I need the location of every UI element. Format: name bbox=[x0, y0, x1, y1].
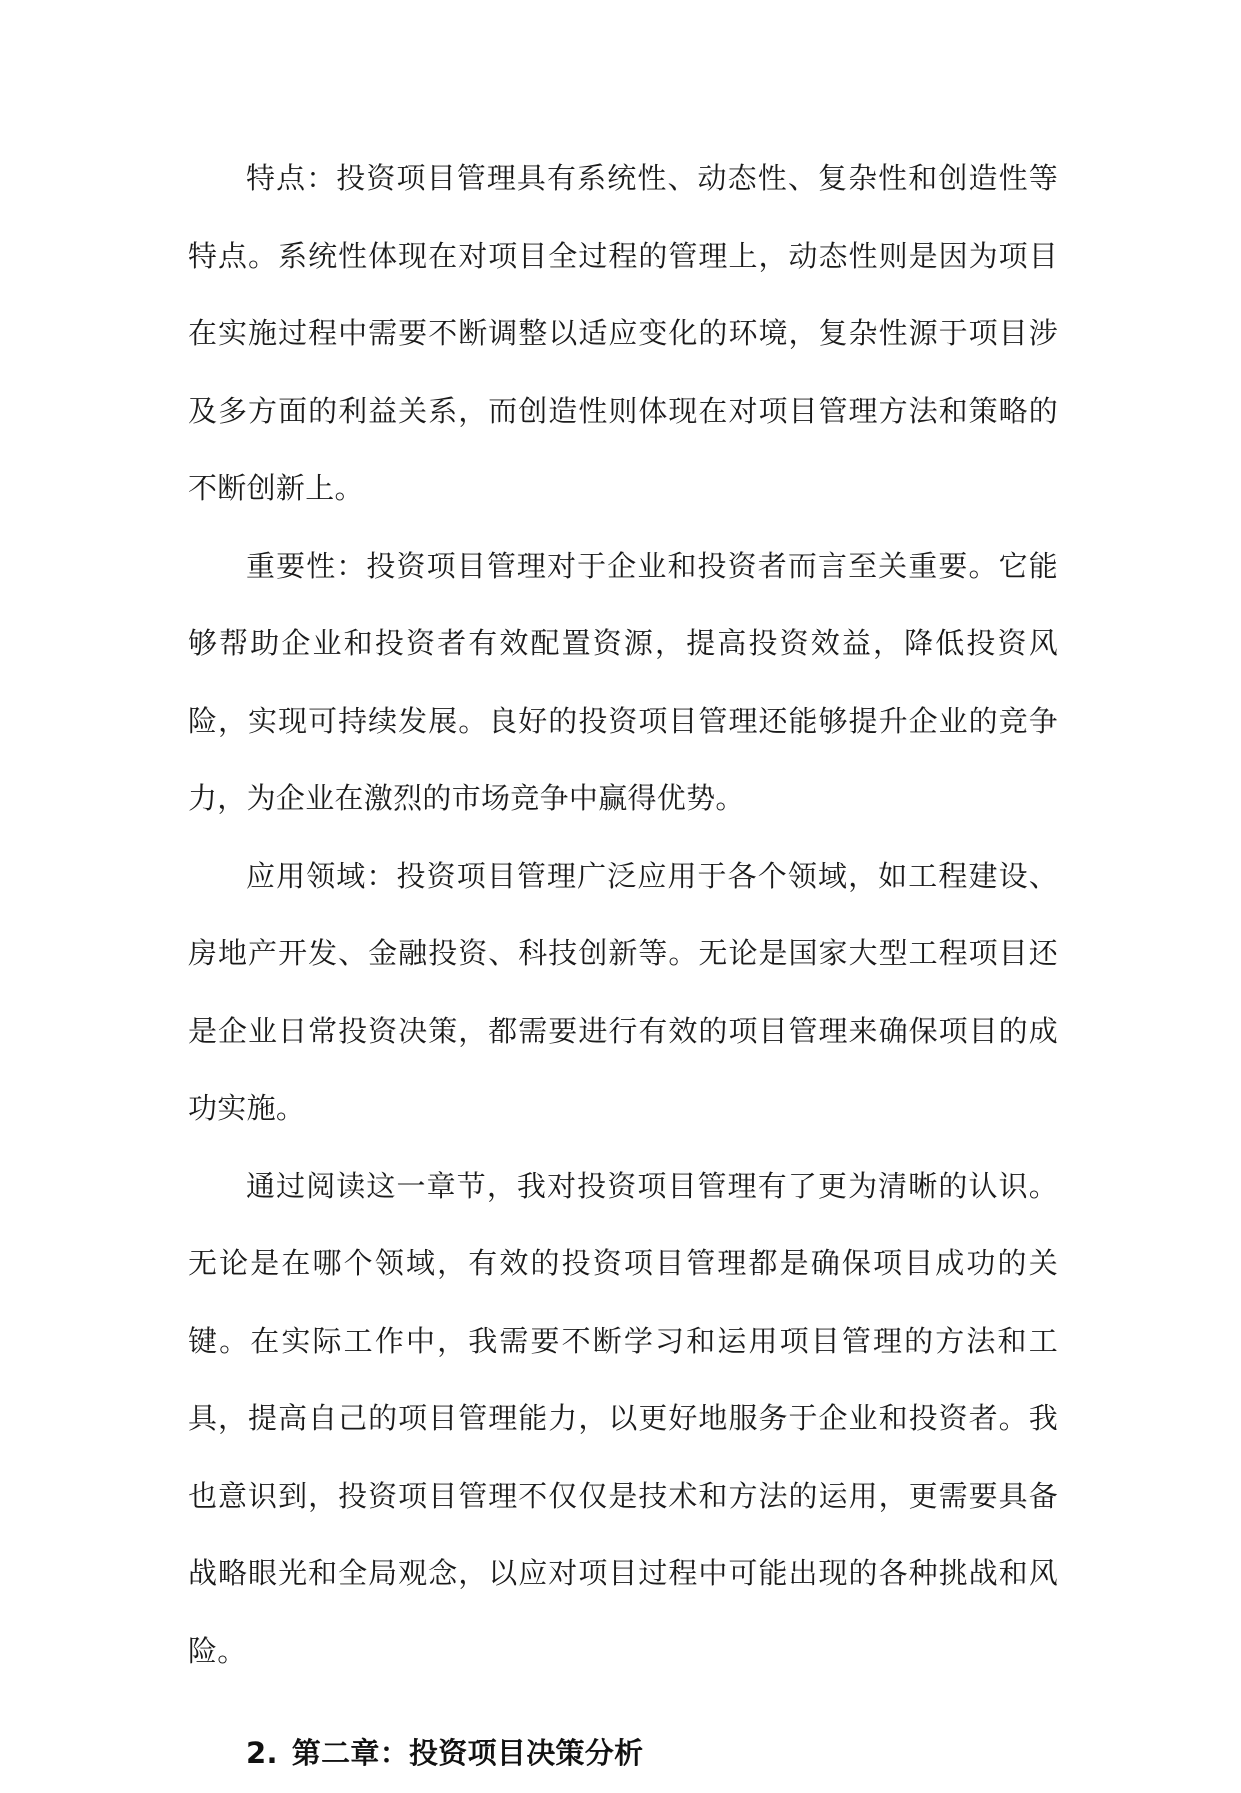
paragraph-importance: 重要性：投资项目管理对于企业和投资者而言至关重要。它能够帮助企业和投资者有效配置资源，提高投资效益，降低投资风险，实现可持续发展。良好的投资项目管理还能够提升企业的竞争力，为企业在激烈的市场竞争中赢得优势。 bbox=[188, 548, 1058, 815]
paragraph-application-fields: 应用领域：投资项目管理广泛应用于各个领域，如工程建设、房地产开发、金融投资、科技创新等。无论是国家大型工程项目还是企业日常投资决策，都需要进行有效的项目管理来确保项目的成功实施。 bbox=[188, 858, 1058, 1125]
document-body bbox=[188, 140, 1058, 1793]
chapter-title: 第二章：投资项目决策分析 bbox=[291, 1736, 644, 1770]
chapter-number: 2. bbox=[246, 1736, 278, 1770]
paragraph-reflection: 通过阅读这一章节，我对投资项目管理有了更为清晰的认识。无论是在哪个领域，有效的投资项目管理都是确保项目成功的关键。在实际工作中，我需要不断学习和运用项目管理的方法和工具，提高自己的项目管理能力，以更好地服务于企业和投资者。我也意识到，投资项目管理不仅仅是技术和方法的运用，更需要具备战略眼光和全局观念，以应对项目过程中可能出现的各种挑战和风险。 bbox=[188, 1168, 1058, 1668]
paragraph-characteristics: 特点：投资项目管理具有系统性、动态性、复杂性和创造性等特点。系统性体现在对项目全过程的管理上，动态性则是因为项目在实施过程中需要不断调整以适应变化的环境，复杂性源于项目涉及多方面的利益关系，而创造性则体现在对项目管理方法和策略的不断创新上。 bbox=[188, 161, 1058, 505]
